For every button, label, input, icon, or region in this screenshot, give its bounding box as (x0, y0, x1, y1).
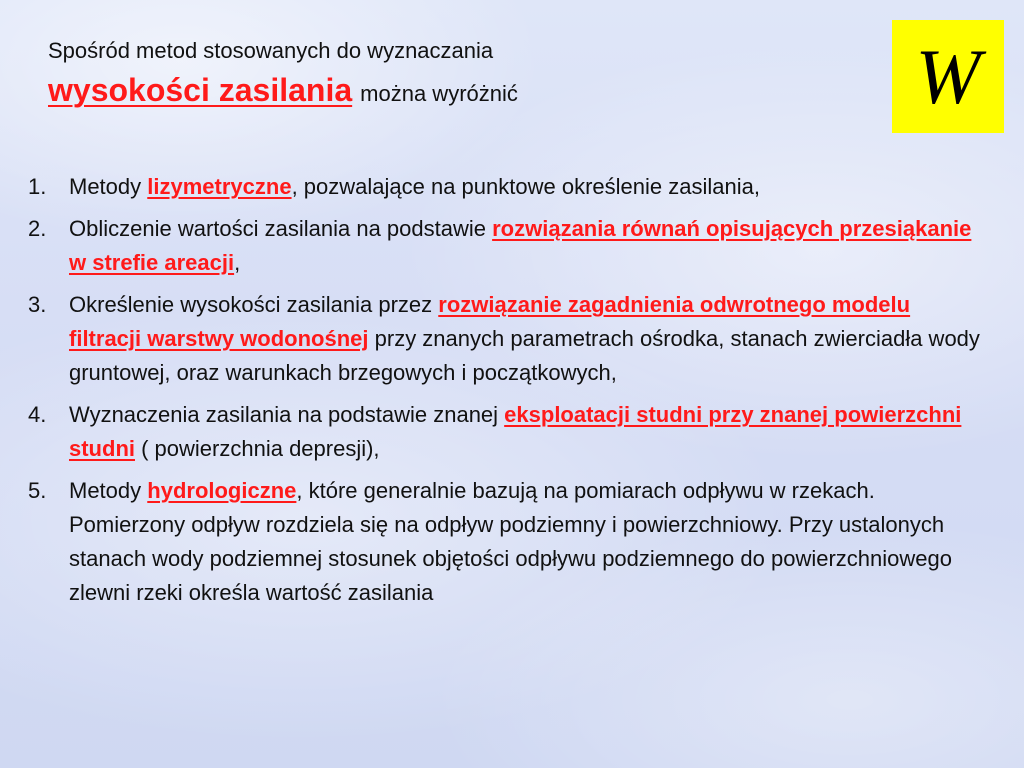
item-emphasis: hydrologiczne (147, 478, 297, 503)
methods-list (28, 170, 988, 618)
title-line-2 (48, 70, 868, 117)
list-item (28, 474, 988, 610)
item-text-before: Obliczenie wartości zasilania na podstawie (69, 216, 493, 241)
item-text (69, 474, 988, 610)
list-item (28, 398, 988, 466)
item-text (69, 398, 988, 466)
item-text (69, 170, 988, 204)
item-number: 5. (28, 478, 47, 503)
item-text-before: Metody (69, 478, 148, 503)
logo-letter: W (915, 32, 981, 120)
title-emphasis: wysokości zasilania (48, 72, 353, 108)
item-number: 1. (28, 174, 47, 199)
item-text-after: , (234, 250, 241, 275)
item-emphasis: rozwiązanie zagadnienia odwrotnego modelu filtracji warstwy wodonośnej (69, 292, 911, 351)
item-text-after: , które generalnie bazują na pomiarach odpływu w rzekach. Pomierzony odpływ rozdziela się na odpływ podziemny i powierzchniowy. Przy ustalonych stanach wody podziemnej stosunek objętości odpływu podziemnego do powierzchniowego zlewni rzeki określa wartość zasilania (69, 478, 952, 605)
item-text-before: Metody (69, 174, 148, 199)
item-text-before: Określenie wysokości zasilania przez (69, 292, 439, 317)
logo-box (892, 20, 1004, 133)
title-line-1: Spośród metod stosowanych do wyznaczania (48, 38, 494, 63)
item-emphasis: rozwiązania równań opisujących przesiąkanie w strefie areacji (69, 216, 972, 275)
item-number: 4. (28, 402, 47, 427)
item-text (69, 288, 988, 390)
item-text (69, 212, 988, 280)
item-emphasis: eksploatacji studni przy znanej powierzchni studni (69, 402, 962, 461)
item-text-after: przy znanych parametrach ośrodka, stanach zwierciadła wody gruntowej, oraz warunkach brzegowych i początkowych, (69, 326, 980, 385)
title-rest: można wyróżnić (360, 81, 518, 106)
item-number: 2. (28, 216, 47, 241)
item-emphasis: lizymetryczne (147, 174, 292, 199)
list-item (28, 212, 988, 280)
list-item (28, 170, 988, 204)
item-text-after: , pozwalające na punktowe określenie zasilania, (291, 174, 760, 199)
item-text-before: Wyznaczenia zasilania na podstawie znanej (69, 402, 505, 427)
item-text-after: ( powierzchnia depresji), (135, 436, 380, 461)
slide-title (48, 38, 868, 117)
list-item (28, 288, 988, 390)
item-number: 3. (28, 292, 47, 317)
